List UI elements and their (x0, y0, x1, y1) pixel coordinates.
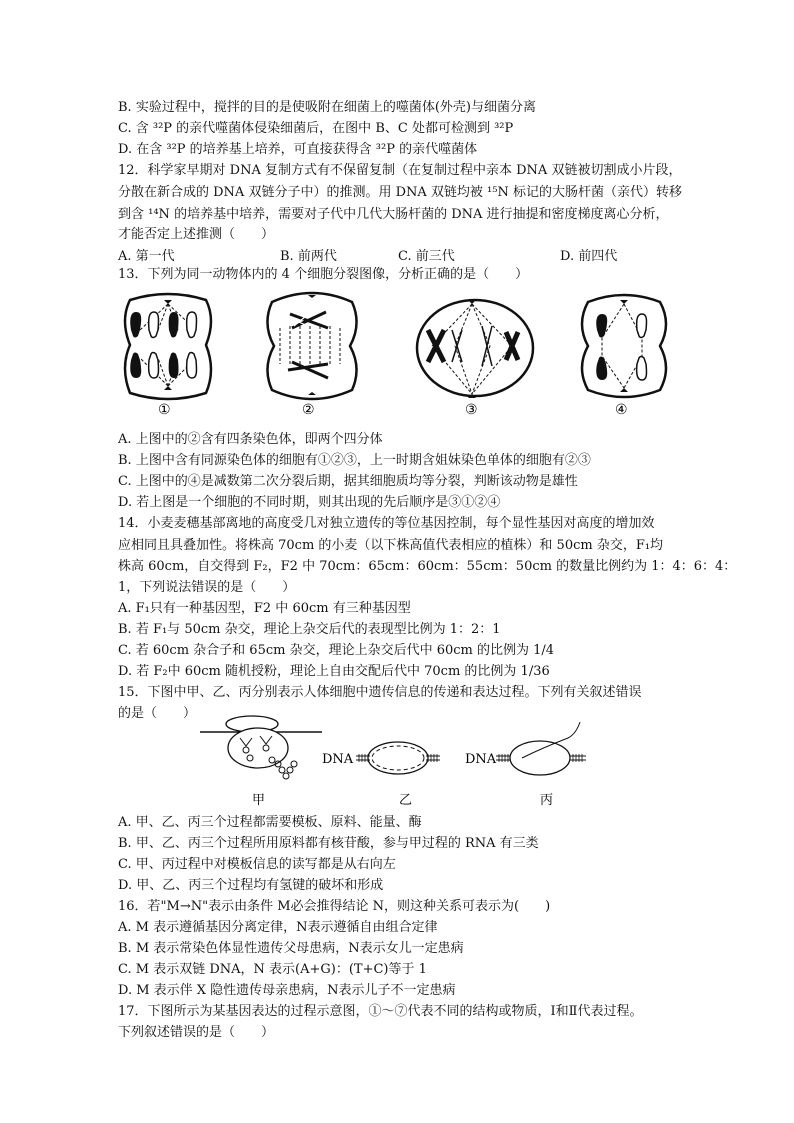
q12-stem-line3: 到含 ¹⁴N 的培养基中培养，需要对子代中几代大肠杆菌的 DNA 进行抽提和密度梯度离心分析， (118, 207, 669, 222)
gene-expression-figure (190, 712, 610, 812)
cell-1-diagram (125, 294, 211, 399)
q13-stem: 13．下列为同一动物体内的 4 个细胞分裂图像，分析正确的是（ ） (118, 267, 529, 282)
cell-2-label: ② (302, 402, 315, 418)
transcription-diagram (465, 722, 586, 775)
q16-option-c: C. M 表示双链 DNA，N 表示(A+G)：(T+C)等于 1 (118, 962, 427, 977)
q16-option-d: D. M 表示伴 X 隐性遗传母亲患病，N表示儿子不一定患病 (118, 983, 456, 998)
q17-stem-line2: 下列叙述错误的是（ ） (118, 1025, 275, 1040)
q17-stem-line1: 17．下图所示为某基因表达的过程示意图，①～⑦代表不同的结构或物质，Ⅰ和Ⅱ代表过程。 (118, 1004, 643, 1019)
q14-stem-line2: 应相同且具叠加性。将株高 70cm 的小麦（以下株高值代表相应的植株）和 50cm 杂交，F₁均 (118, 538, 664, 553)
q13-option-d: D. 若上图是一个细胞的不同时期，则其出现的先后顺序是③①②④ (118, 495, 501, 510)
cell-1-label: ① (158, 402, 171, 418)
translation-diagram (200, 716, 322, 779)
q12-option-a: A. 第一代 (118, 249, 175, 264)
q14-stem-line3: 株高 60cm，自交得到 F₂，F2 中 70cm：65cm：60cm：55cm：50cm 的数量比例约为 1：4：6：4： (118, 559, 737, 574)
cell-4-label: ④ (615, 402, 628, 418)
q15-stem-line1: 15．下图中甲、乙、丙分别表示人体细胞中遗传信息的传递和表达过程。下列有关叙述错误 (118, 685, 642, 700)
q16-option-b: B. M 表示常染色体显性遗传父母患病，N表示女儿一定患病 (118, 941, 464, 956)
q13-option-b: B. 上图中含有同源染色体的细胞有①②③，上一时期含姐妹染色单体的细胞有②③ (118, 453, 591, 468)
q14-option-a: A. F₁只有一种基因型，F2 中 60cm 有三种基因型 (118, 601, 411, 616)
cell-2-diagram (267, 293, 356, 399)
q12-option-c: C. 前三代 (398, 249, 455, 264)
q12-stem-line2: 分散在新合成的 DNA 双链分子中）的推测。用 DNA 双链均被 ¹⁵N 标记的大肠杆菌（亲代）转移 (118, 185, 682, 200)
q14-option-b: B. 若 F₁与 50cm 杂交，理论上杂交后代的表现型比例为 1：2：1 (118, 622, 501, 637)
q11-option-d: D. 在含 ³²P 的培养基上培养，可直接获得含 ³²P 的亲代噬菌体 (118, 142, 478, 157)
figure-label-bing: 丙 (540, 793, 554, 808)
q11-option-c: C. 含 ³²P 的亲代噬菌体侵染细菌后，在图中 B、C 处都可检测到 ³²P (118, 121, 514, 136)
dna-label-left: DNA (322, 752, 354, 767)
q14-stem-line4: 1，下列说法错误的是（ ） (118, 580, 296, 595)
q12-stem-line1: 12．科学家早期对 DNA 复制方式有不保留复制（在复制过程中亲本 DNA 双链被切割成小片段， (118, 163, 682, 178)
q15-stem-line2: 的是（ ） (118, 706, 197, 721)
q13-option-c: C. 上图中的④是减数第二次分裂后期，据其细胞质均等分裂，判断该动物是雄性 (118, 474, 578, 489)
q16-option-a: A. M 表示遵循基因分离定律，N表示遵循自由组合定律 (118, 920, 438, 935)
q12-option-b: B. 前两代 (280, 249, 337, 264)
dna-label-right: DNA (465, 752, 497, 767)
q14-stem-line1: 14．小麦麦穗基部离地的高度受几对独立遗传的等位基因控制，每个显性基因对高度的增加效 (118, 516, 655, 531)
q14-option-d: D. 若 F₂中 60cm 随机授粉，理论上自由交配后代中 70cm 的比例为 1/36 (118, 664, 550, 679)
replication-diagram (322, 742, 440, 774)
q16-stem: 16．若"M→N"表示由条件 M必会推得结论 N，则这种关系可表示为( ) (118, 899, 551, 914)
q15-option-c: C. 甲、丙过程中对模板信息的读写都是从右向左 (118, 857, 396, 872)
q12-stem-line4: 才能否定上述推测（ ） (118, 227, 275, 242)
q15-option-b: B. 甲、乙、丙三个过程所用原料都有核苷酸，参与甲过程的 RNA 有三类 (118, 836, 539, 851)
cell-4-diagram (582, 295, 666, 397)
q12-options (118, 245, 698, 263)
figure-label-yi: 乙 (399, 793, 413, 808)
q14-option-c: C. 若 60cm 杂合子和 65cm 杂交，理论上杂交后代中 60cm 的比例为 1/4 (118, 643, 555, 658)
cell-division-figure (110, 290, 670, 420)
cell-3-label: ③ (465, 402, 478, 418)
q15-option-a: A. 甲、乙、丙三个过程都需要模板、原料、能量、酶 (118, 815, 422, 830)
cell-3-diagram (417, 300, 533, 398)
q12-option-d: D. 前四代 (560, 249, 618, 264)
q13-option-a: A. 上图中的②含有四条染色体，即两个四分体 (118, 432, 383, 447)
q11-option-b: B. 实验过程中，搅拌的目的是使吸附在细菌上的噬菌体(外壳)与细菌分离 (118, 100, 536, 115)
figure-label-jia: 甲 (252, 793, 266, 808)
q15-option-d: D. 甲、乙、丙三个过程均有氢键的破坏和形成 (118, 878, 384, 893)
